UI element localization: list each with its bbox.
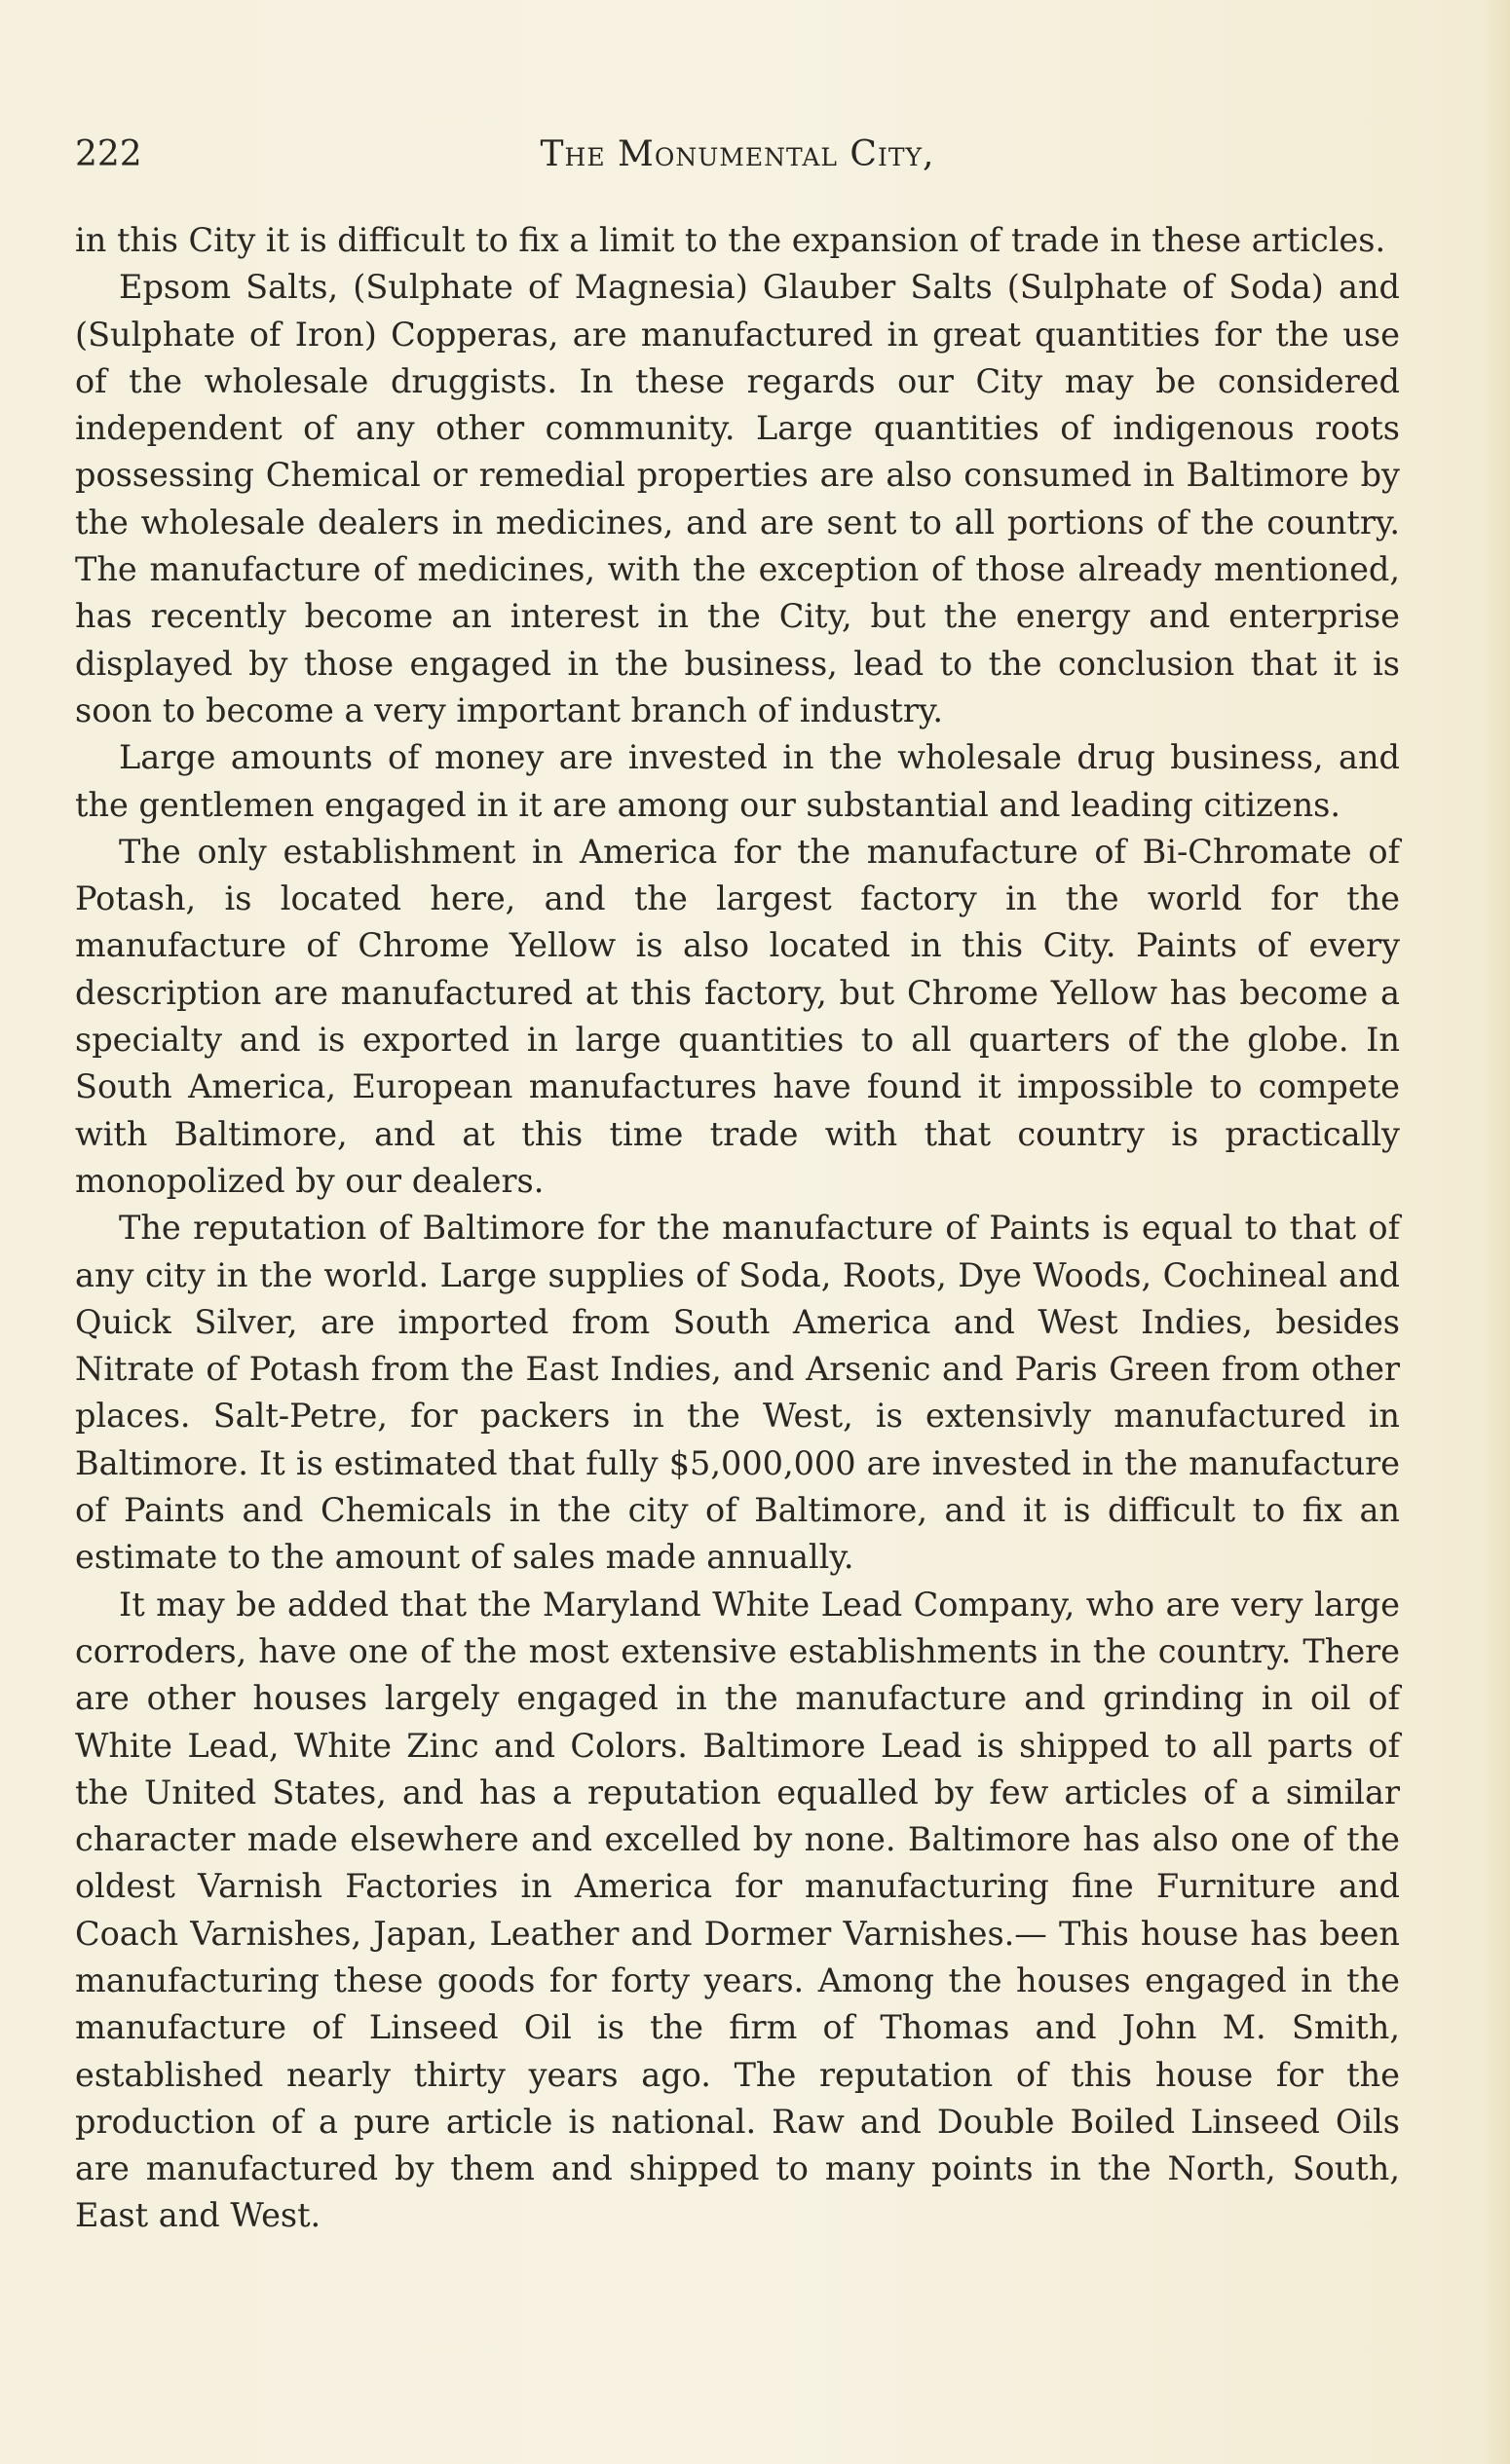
paragraph-epsom-salts: Epsom Salts, (Sulphate of Magnesia) Glauber Salts (Sulphate of Soda) and (Sulphate of Iron) Copperas, are manufactured in great quantities for the use of the wholesale druggists. In these regards our City may be considered independent of any other community. Large quantities of indigenous roots possessing Chemical or remedial properties are also consumed in Baltimore by the wholesale dealers in medicines, and are sent to all portions of the country. The manufacture of medicines, with the exception of those already mentioned, has recently become an interest in the City, but the energy and enterprise displayed by those engaged in the business, lead to the conclusion that it is soon to become a very important branch of industry. xyxy=(75,268,1400,729)
paragraph-bi-chromate: The only establishment in America for the manufacture of Bi-Chromate of Potash, is located here, and the largest factory in the world for the manufacture of Chrome Yellow is also located in this City. Paints of every description are manufactured at this factory, but Chrome Yellow has become a specialty and is exported in large quantities to all quarters of the globe. In South America, European manufactures have found it impossible to compete with Baltimore, and at this time trade with that country is practically monopolized by our dealers. xyxy=(75,832,1400,1200)
paragraph-paints-reputation: The reputation of Baltimore for the manufacture of Paints is equal to that of any city in the world. Large supplies of Soda, Roots, Dye Woods, Cochineal and Quick Silver, are imported from South America and West Indies, besides Nitrate of Potash from the East Indies, and Arsenic and Paris Green from other places. Salt-Petre, for packers in the West, is extensivly manufactured in Baltimore. It is estimated that fully $5,000,000 are invested in the manufacture of Paints and Chemicals in the city of Baltimore, and it is difficult to fix an estimate to the amount of sales made annually. xyxy=(75,1209,1400,1577)
page-header xyxy=(75,134,1400,193)
paragraph-white-lead: It may be added that the Maryland White Lead Company, who are very large corroders, have one of the most extensive establishments in the country. There are other houses largely engaged in the manufacture and grinding in oil of White Lead, White Zinc and Colors. Baltimore Lead is shipped to all parts of the United States, and has a reputation equalled by few articles of a similar character made elsewhere and excelled by none. Baltimore has also one of the oldest Varnish Factories in America for manufacturing fine Furniture and Coach Varnishes, Japan, Leather and Dormer Varnishes.— This house has been manufacturing these goods for forty years. Among the houses engaged in the manufacture of Linseed Oil is the firm of Thomas and John M. Smith, established nearly thirty years ago. The reputation of this house for the production of a pure article is national. Raw and Double Boiled Linseed Oils are manufactured by them and shipped to many points in the North, South, East and West. xyxy=(75,1585,1400,2235)
running-title: The Monumental City, xyxy=(540,134,935,174)
body-text xyxy=(75,217,1400,2240)
paragraph-drug-business: Large amounts of money are invested in the wholesale drug business, and the gentlemen engaged in it are among our substantial and leading citizens. xyxy=(75,738,1400,824)
page-edge-shading xyxy=(1481,0,1510,2464)
paragraph-continuation: in this City it is difficult to fix a limit to the expansion of trade in these articles. xyxy=(75,221,1386,259)
page-number: 222 xyxy=(75,134,142,174)
